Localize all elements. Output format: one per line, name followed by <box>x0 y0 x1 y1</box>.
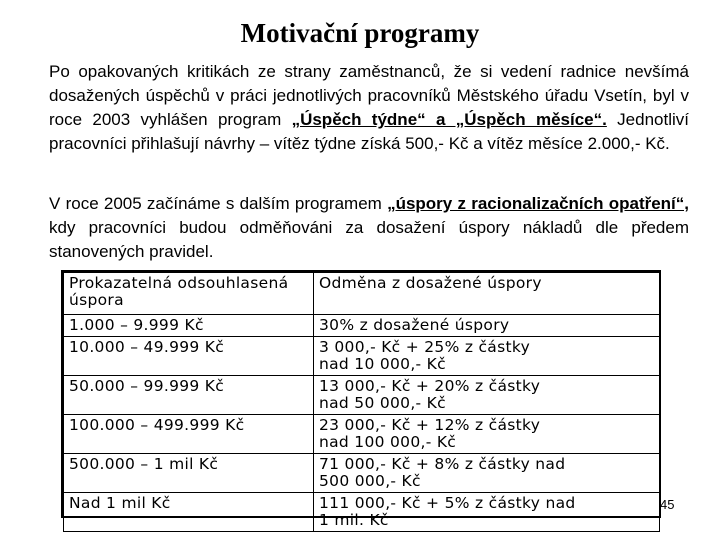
row-range: 1.000 – 9.999 Kč <box>64 315 314 337</box>
row-range: 100.000 – 499.999 Kč <box>64 415 314 454</box>
row-reward-line1: 23 000,- Kč + 12% z částky <box>319 416 541 434</box>
paragraph1-text-after: Jednotliví pracovníci přihlašují návrhy – vítěz týdne získá 500,- Kč a vítěz měsíce 2.000,- Kč. <box>49 110 689 153</box>
header-reward: Odměna z dosažené úspory <box>314 273 660 315</box>
row-reward <box>314 493 660 532</box>
row-reward-line1: 13 000,- Kč + 20% z částky <box>319 377 541 395</box>
paragraph1-program-names: „Úspěch týdne“ a „Úspěch měsíce“. <box>291 110 607 129</box>
row-range: Nad 1 mil Kč <box>64 493 314 532</box>
paragraph-savings-program <box>49 192 689 264</box>
reward-table <box>63 272 660 532</box>
page-number: 45 <box>660 497 675 512</box>
row-reward <box>314 454 660 493</box>
row-reward-line2: nad 10 000,- Kč <box>319 355 446 373</box>
row-reward-line1: 71 000,- Kč + 8% z částky nad <box>319 455 566 473</box>
row-reward <box>314 315 660 337</box>
row-reward-line2: 1 mil. Kč <box>319 511 389 529</box>
table-row <box>64 337 660 376</box>
row-reward-line2: nad 100 000,- Kč <box>319 433 457 451</box>
paragraph-motivation-programs <box>49 60 689 156</box>
table-row <box>64 376 660 415</box>
table-header-row <box>64 273 660 315</box>
paragraph2-text-after: kdy pracovníci budou odměňováni za dosažení úspory nákladů dle předem stanovených pravidel. <box>49 218 689 261</box>
table-row <box>64 415 660 454</box>
reward-table-image <box>61 270 661 529</box>
header-savings: Prokazatelná odsouhlasená úspora <box>64 273 314 315</box>
table-row <box>64 454 660 493</box>
row-reward <box>314 376 660 415</box>
row-reward-line2: nad 50 000,- Kč <box>319 394 446 412</box>
row-reward-line1: 111 000,- Kč + 5% z částky nad <box>319 494 576 512</box>
table-row <box>64 315 660 337</box>
row-range: 10.000 – 49.999 Kč <box>64 337 314 376</box>
paragraph2-program-name: „úspory z racionalizačních opatření“, <box>387 194 690 213</box>
row-reward-line1: 30% z dosažené úspory <box>319 316 510 334</box>
paragraph1-text-before: Po opakovaných kritikách ze strany zaměstnanců, že si vedení radnice nevšímá dosažených úspěchů v práci jednotlivých pracovníků Městského úřadu Vsetín, byl v roce 2003 vyhlášen program <box>49 62 689 129</box>
row-reward <box>314 337 660 376</box>
row-range: 500.000 – 1 mil Kč <box>64 454 314 493</box>
table-row <box>64 493 660 532</box>
row-reward-line2: 500 000,- Kč <box>319 472 421 490</box>
row-range: 50.000 – 99.999 Kč <box>64 376 314 415</box>
row-reward-line1: 3 000,- Kč + 25% z částky <box>319 338 531 356</box>
paragraph2-text-before: V roce 2005 začínáme s dalším programem <box>49 194 388 213</box>
page-title: Motivační programy <box>240 18 480 48</box>
row-reward <box>314 415 660 454</box>
